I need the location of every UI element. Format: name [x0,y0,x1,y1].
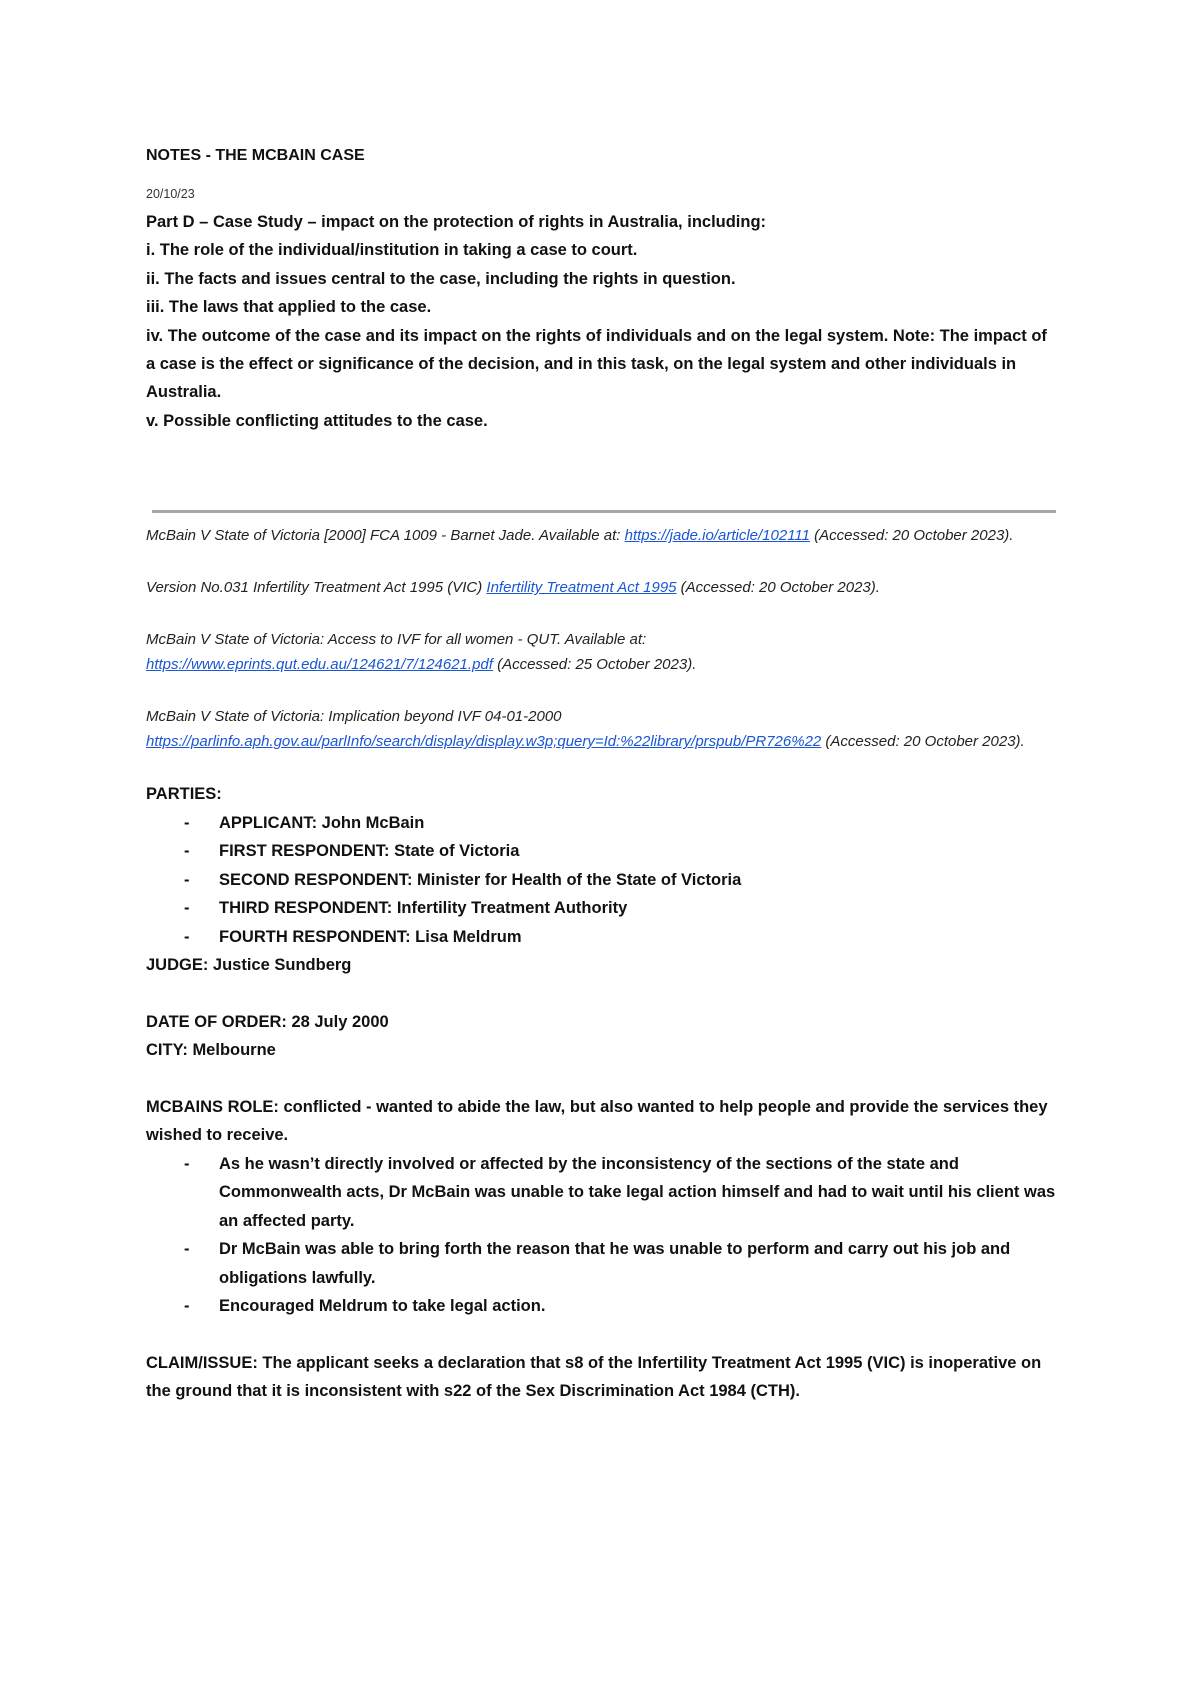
reference-accessed: (Accessed: 20 October 2023). [676,579,880,597]
role-intro: MCBAINS ROLE: conflicted - wanted to abide the law, but also wanted to help people and provide the services they wished to receive. [146,1097,1048,1145]
task-line: iv. The outcome of the case and its impact on the rights of individuals and on the legal system. Note: The impact of [146,326,1047,345]
claim-text: CLAIM/ISSUE: The applicant seeks a declaration that s8 of the Infertility Treatment Act 1995 (VIC) is inoperative on the ground that it is inconsistent with s22 of the Sex Discrimination Act 1984 (CTH). [146,1353,1042,1401]
reference-link[interactable]: https://www.eprints.qut.edu.au/124621/7/124621.pdf [146,656,493,674]
role-list [146,1150,1066,1321]
document-content [146,146,1066,1406]
reference-text: Version No.031 Infertility Treatment Act 1995 (VIC) [146,579,487,597]
reference-link[interactable]: https://jade.io/article/102111 [624,527,811,545]
list-item: - APPLICANT: John McBain [219,809,1066,838]
judge-line: JUDGE: Justice Sundberg [146,956,352,975]
list-item: - FIRST RESPONDENT: State of Victoria [219,837,1066,866]
task-line: i. The role of the individual/institution in taking a case to court. [146,241,638,260]
task-line: iii. The laws that applied to the case. [146,298,432,317]
reference-3 [146,627,1066,677]
list-item: - SECOND RESPONDENT: Minister for Health of the State of Victoria [219,866,1066,895]
list-item: - FOURTH RESPONDENT: Lisa Meldrum [219,923,1066,952]
reference-accessed: (Accessed: 25 October 2023). [492,656,697,674]
task-line: ii. The facts and issues central to the case, including the rights in question. [146,269,736,288]
parties-list [146,809,1066,952]
claim-section [146,1349,1066,1406]
reference-1 [146,523,1066,548]
reference-4 [146,704,1066,754]
list-item: - THIRD RESPONDENT: Infertility Treatment Authority [219,894,1066,923]
task-description [146,208,1066,435]
reference-text: McBain V State of Victoria: Implication beyond IVF 04-01-2000 [146,708,562,726]
task-line: a case is the effect or significance of the decision, and in this task, on the legal system and other individuals in Australia. [146,355,1017,402]
reference-link[interactable]: https://parlinfo.aph.gov.au/parlInfo/search/display/display.w3p;query=Id:%22library/prspub/PR726%22 [146,733,822,751]
reference-text: McBain V State of Victoria: Access to IVF for all women - QUT. Available at: [146,631,647,649]
task-line: v. Possible conflicting attitudes to the case. [146,411,488,430]
document-date: 20/10/23 [146,187,195,201]
list-item: - Encouraged Meldrum to take legal action. [219,1292,1066,1321]
reference-accessed: (Accessed: 20 October 2023). [810,527,1014,545]
order-section [146,1008,1066,1065]
reference-text: McBain V State of Victoria [2000] FCA 1009 - Barnet Jade. Available at: [146,527,625,545]
parties-heading: PARTIES: [146,785,222,804]
list-item: - Dr McBain was able to bring forth the reason that he was unable to perform and carry out his job and obligations lawfully. [219,1235,1066,1292]
task-line: Part D – Case Study – impact on the protection of rights in Australia, including: [146,213,767,231]
list-item: - As he wasn’t directly involved or affected by the inconsistency of the sections of the state and Commonwealth acts, Dr McBain was unable to take legal action himself and had to wait until his client was an affected party. [219,1150,1066,1236]
role-section [146,1093,1066,1321]
horizontal-divider [152,510,1056,513]
reference-2 [146,575,1066,600]
reference-accessed: (Accessed: 20 October 2023). [821,733,1025,751]
parties-section [146,780,1066,980]
order-date: DATE OF ORDER: 28 July 2000 [146,1012,389,1031]
reference-link[interactable]: Infertility Treatment Act 1995 [486,579,677,597]
order-city: CITY: Melbourne [146,1041,276,1060]
document-title: NOTES - THE MCBAIN CASE [146,147,365,164]
